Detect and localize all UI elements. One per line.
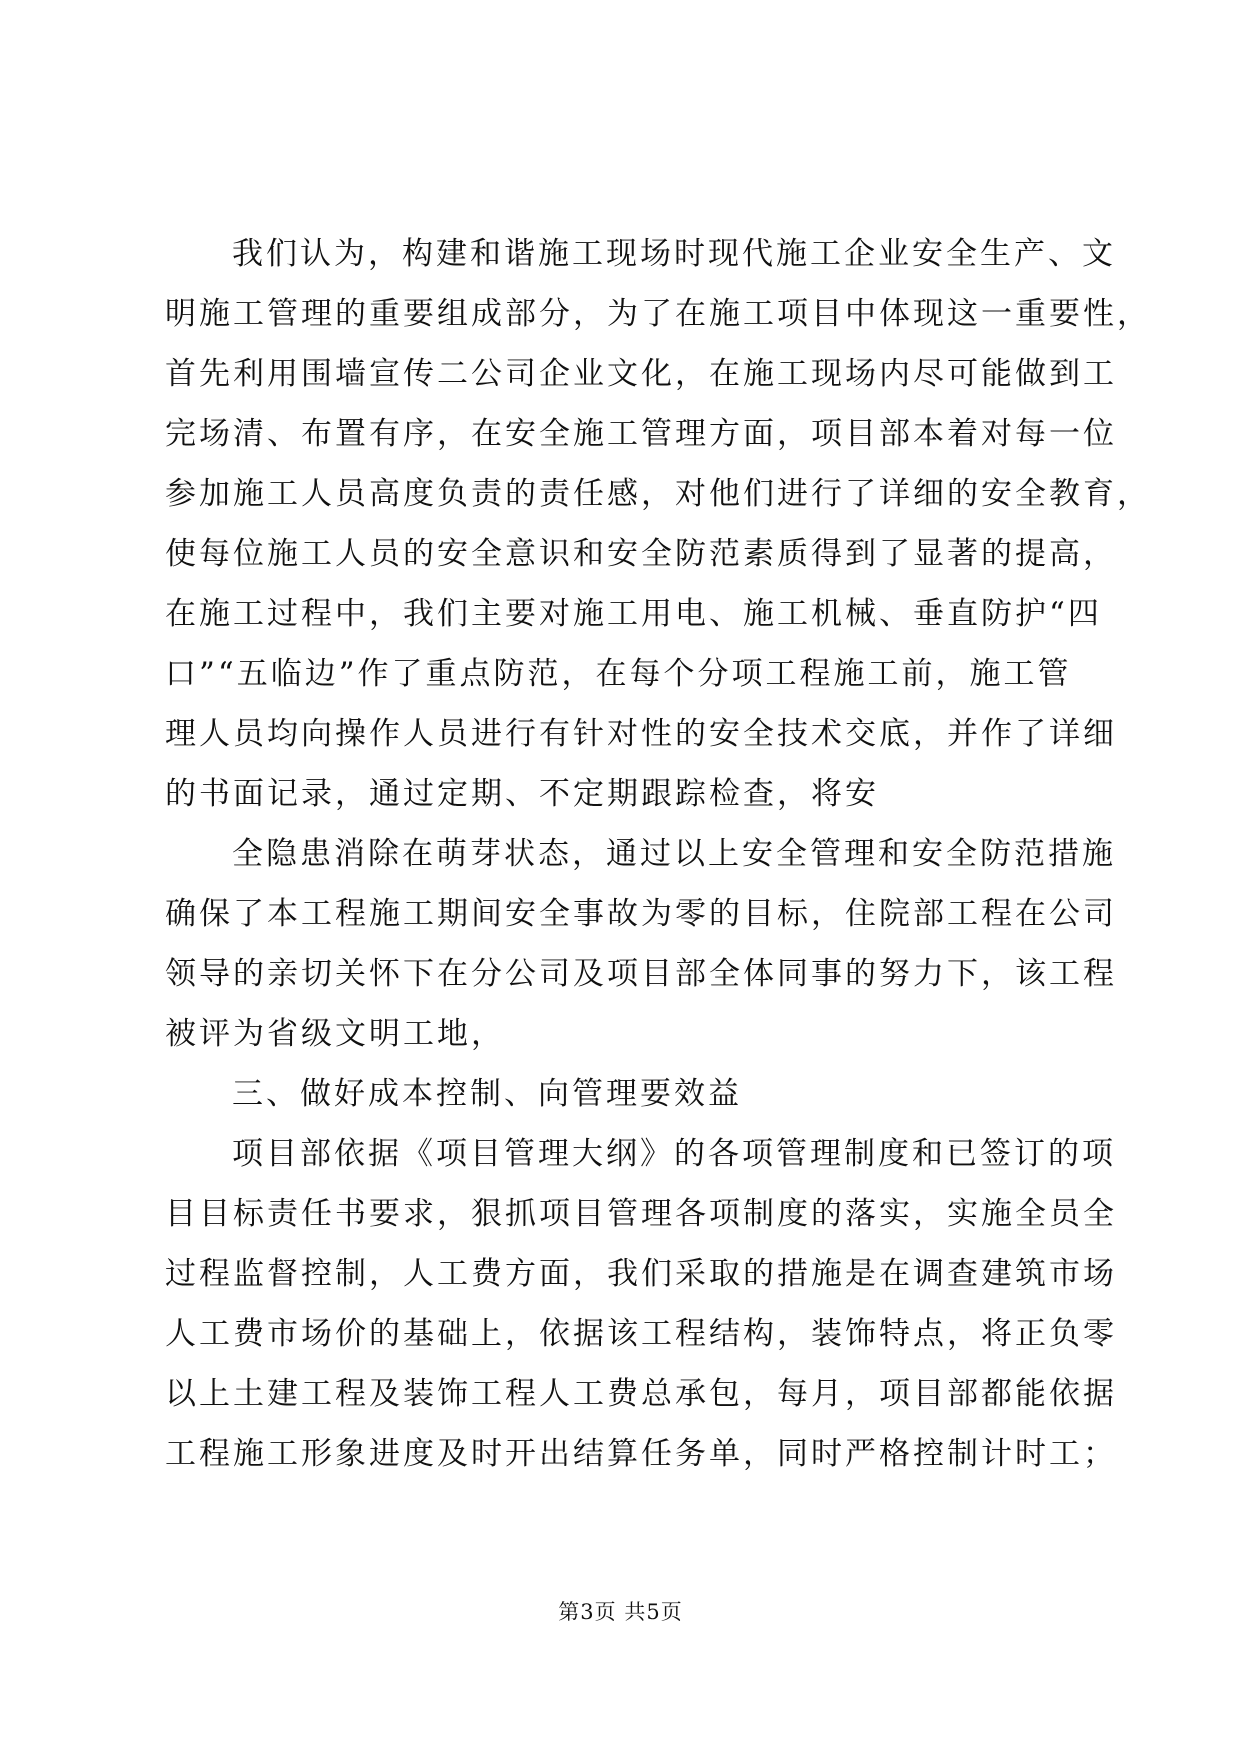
paragraph-2-line-1: 全隐患消除在萌芽状态，通过以上安全管理和安全防范措施 [232, 836, 1116, 872]
paragraph-1-line-8: 口”“五临边”作了重点防范，在每个分项工程施工前，施工管 [165, 656, 1072, 692]
paragraph-1-line-9: 理人员均向操作人员进行有针对性的安全技术交底，并作了详细 [165, 716, 1117, 752]
paragraph-2-line-2: 确保了本工程施工期间安全事故为零的目标，住院部工程在公司 [165, 896, 1117, 932]
paragraph-1-line-10: 的书面记录，通过定期、不定期跟踪检查，将安 [165, 776, 879, 812]
paragraph-1-line-2: 明施工管理的重要组成部分，为了在施工项目中体现这一重要性， [165, 296, 1151, 332]
paragraph-1-line-4: 完场清、布置有序，在安全施工管理方面，项目部本着对每一位 [165, 416, 1117, 452]
paragraph-1-line-5: 参加施工人员高度负责的责任感，对他们进行了详细的安全教育， [165, 476, 1151, 512]
paragraph-1-line-7: 在施工过程中，我们主要对施工用电、施工机械、垂直防护“四 [165, 596, 1102, 632]
page-number-footer: 第3页 共5页 [558, 1600, 683, 1624]
paragraph-3-line-2: 目目标责任书要求，狠抓项目管理各项制度的落实，实施全员全 [165, 1196, 1117, 1232]
paragraph-3-line-3: 过程监督控制，人工费方面，我们采取的措施是在调查建筑市场 [165, 1256, 1117, 1292]
paragraph-2-line-4: 被评为省级文明工地， [165, 1016, 505, 1052]
paragraph-3-line-6: 工程施工形象进度及时开出结算任务单，同时严格控制计时工； [165, 1436, 1117, 1472]
paragraph-3-line-5: 以上土建工程及装饰工程人工费总承包，每月，项目部都能依据 [165, 1376, 1117, 1412]
paragraph-2-line-3: 领导的亲切关怀下在分公司及项目部全体同事的努力下，该工程 [165, 956, 1117, 992]
paragraph-1-line-3: 首先利用围墙宣传二公司企业文化，在施工现场内尽可能做到工 [165, 356, 1117, 392]
paragraph-3-line-4: 人工费市场价的基础上，依据该工程结构，装饰特点，将正负零 [165, 1316, 1117, 1352]
paragraph-1-line-6: 使每位施工人员的安全意识和安全防范素质得到了显著的提高， [165, 536, 1117, 572]
paragraph-1-line-1: 我们认为，构建和谐施工现场时现代施工企业安全生产、文 [232, 236, 1116, 272]
section-heading: 三、做好成本控制、向管理要效益 [232, 1076, 742, 1112]
paragraph-3-line-1: 项目部依据《项目管理大纲》的各项管理制度和已签订的项 [232, 1136, 1116, 1172]
